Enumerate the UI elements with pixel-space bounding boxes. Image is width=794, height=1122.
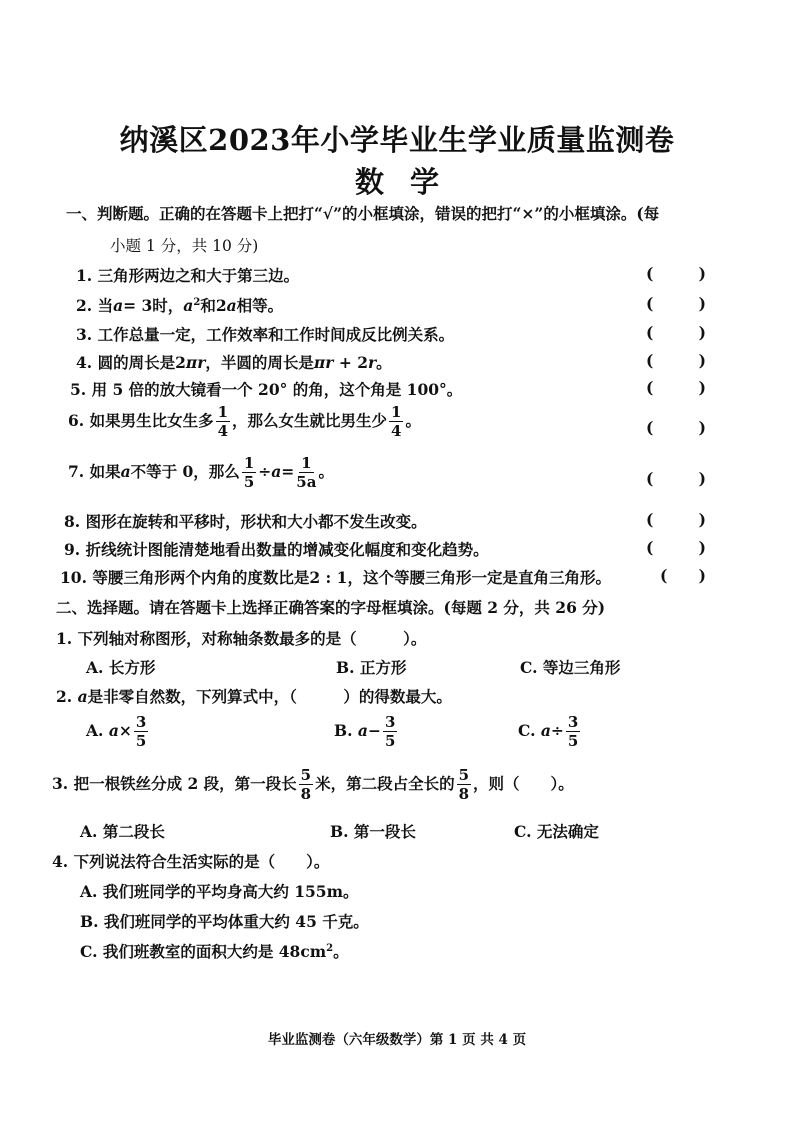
choice-q3-option-a: A. 第二段长 [80,822,165,841]
choice-q1-option-b: B. 正方形 [336,658,407,677]
choice-q4-option-a: A. 我们班同学的平均身高大约 155m。 [80,882,359,901]
judge-q2: 2. 当a= 3时，$a^2$和2a相等。 [76,296,284,315]
answer-paren: ( ) [646,351,706,370]
fraction: $\frac{3}{5}$ [384,713,396,750]
section1-header: 一、判断题。正确的在答题卡上把打“√”的小框填涂，错误的把打“×”的小框填涂。(每 [66,204,660,223]
section2-header: 二、选择题。请在答题卡上选择正确答案的字母框填涂。(每题 2 分，共 26 分) [56,598,606,617]
answer-paren: ( ) [646,469,706,488]
judge-q7: 7. 如果a不等于 0，那么 $\frac{1}{5}$ ÷a= $\frac{1}{5a}$ 。 [68,454,334,491]
choice-q2-option-c: C. a÷ $\frac{3}{5}$ [518,713,579,750]
judge-q4: 4. 圆的周长是2πr，半圆的周长是πr + 2r。 [76,353,392,372]
answer-paren: ( ) [646,538,706,557]
choice-q2-option-a: A. a× $\frac{3}{5}$ [86,713,147,750]
fraction: $\frac{5}{8}$ [458,766,470,803]
choice-q2: 2. a是非零自然数，下列算式中，（ ）的得数最大。 [56,687,452,706]
choice-q4-option-c: C. 我们班教室的面积大约是 $48cm^2$。 [80,942,349,961]
fraction: $\frac{1}{5a}$ [296,454,317,491]
judge-q9: 9. 折线统计图能清楚地看出数量的增减变化幅度和变化趋势。 [64,540,489,559]
choice-q4-option-b: B. 我们班同学的平均体重大约 45 千克。 [80,912,369,931]
fraction: $\frac{3}{5}$ [135,713,147,750]
judge-q5: 5. 用 5 倍的放大镜看一个 20° 的角，这个角是 100°。 [70,380,463,399]
answer-paren: ( ) [646,510,706,529]
answer-paren: ( ) [646,378,706,397]
fraction: $\frac{1}{4}$ [391,403,402,440]
fraction: $\frac{3}{5}$ [567,713,579,750]
fraction: $\frac{1}{4}$ [217,403,229,440]
subject-title: 数学 [354,165,465,199]
choice-q1: 1. 下列轴对称图形，对称轴条数最多的是（ ）。 [56,629,427,648]
choice-q3-option-b: B. 第一段长 [330,822,416,841]
answer-paren: ( ) [646,264,706,283]
fraction: $\frac{5}{8}$ [300,766,312,803]
choice-q3: 3. 把一根铁丝分成 2 段，第一段长 $\frac{5}{8}$ 米，第二段占全长的 $\frac{5}{8}$ ，则（ ）。 [52,766,574,803]
choice-q3-option-c: C. 无法确定 [514,822,599,841]
fraction: $\frac{1}{5}$ [243,454,255,491]
choice-q1-option-c: C. 等边三角形 [520,658,621,677]
choice-q2-option-b: B. a− $\frac{3}{5}$ [334,713,396,750]
answer-paren: ( ) [646,294,706,313]
judge-q1: 1. 三角形两边之和大于第三边。 [76,266,300,285]
section1-header-cont: 小题 1 分，共 10 分) [110,237,259,255]
choice-q1-option-a: A. 长方形 [86,658,156,677]
choice-q4: 4. 下列说法符合生活实际的是（ ）。 [52,852,330,871]
page-title: 纳溪区2023年小学毕业生学业质量监测卷 [119,123,675,157]
judge-q6: 6. 如果男生比女生多 $\frac{1}{4}$ ，那么女生就比男生少 $\frac{1}{4}$ 。 [68,403,421,440]
judge-q10: 10. 等腰三角形两个内角的度数比是2 : 1，这个等腰三角形一定是直角三角形。 [60,568,611,587]
answer-paren: ( ) [646,323,706,342]
answer-paren: ( ) [660,566,706,585]
page-footer: 毕业监测卷（六年级数学）第 1 页 共 4 页 [267,1032,527,1048]
judge-q8: 8. 图形在旋转和平移时，形状和大小都不发生改变。 [64,512,427,531]
judge-q3: 3. 工作总量一定，工作效率和工作时间成反比例关系。 [76,325,455,344]
answer-paren: ( ) [646,418,706,437]
